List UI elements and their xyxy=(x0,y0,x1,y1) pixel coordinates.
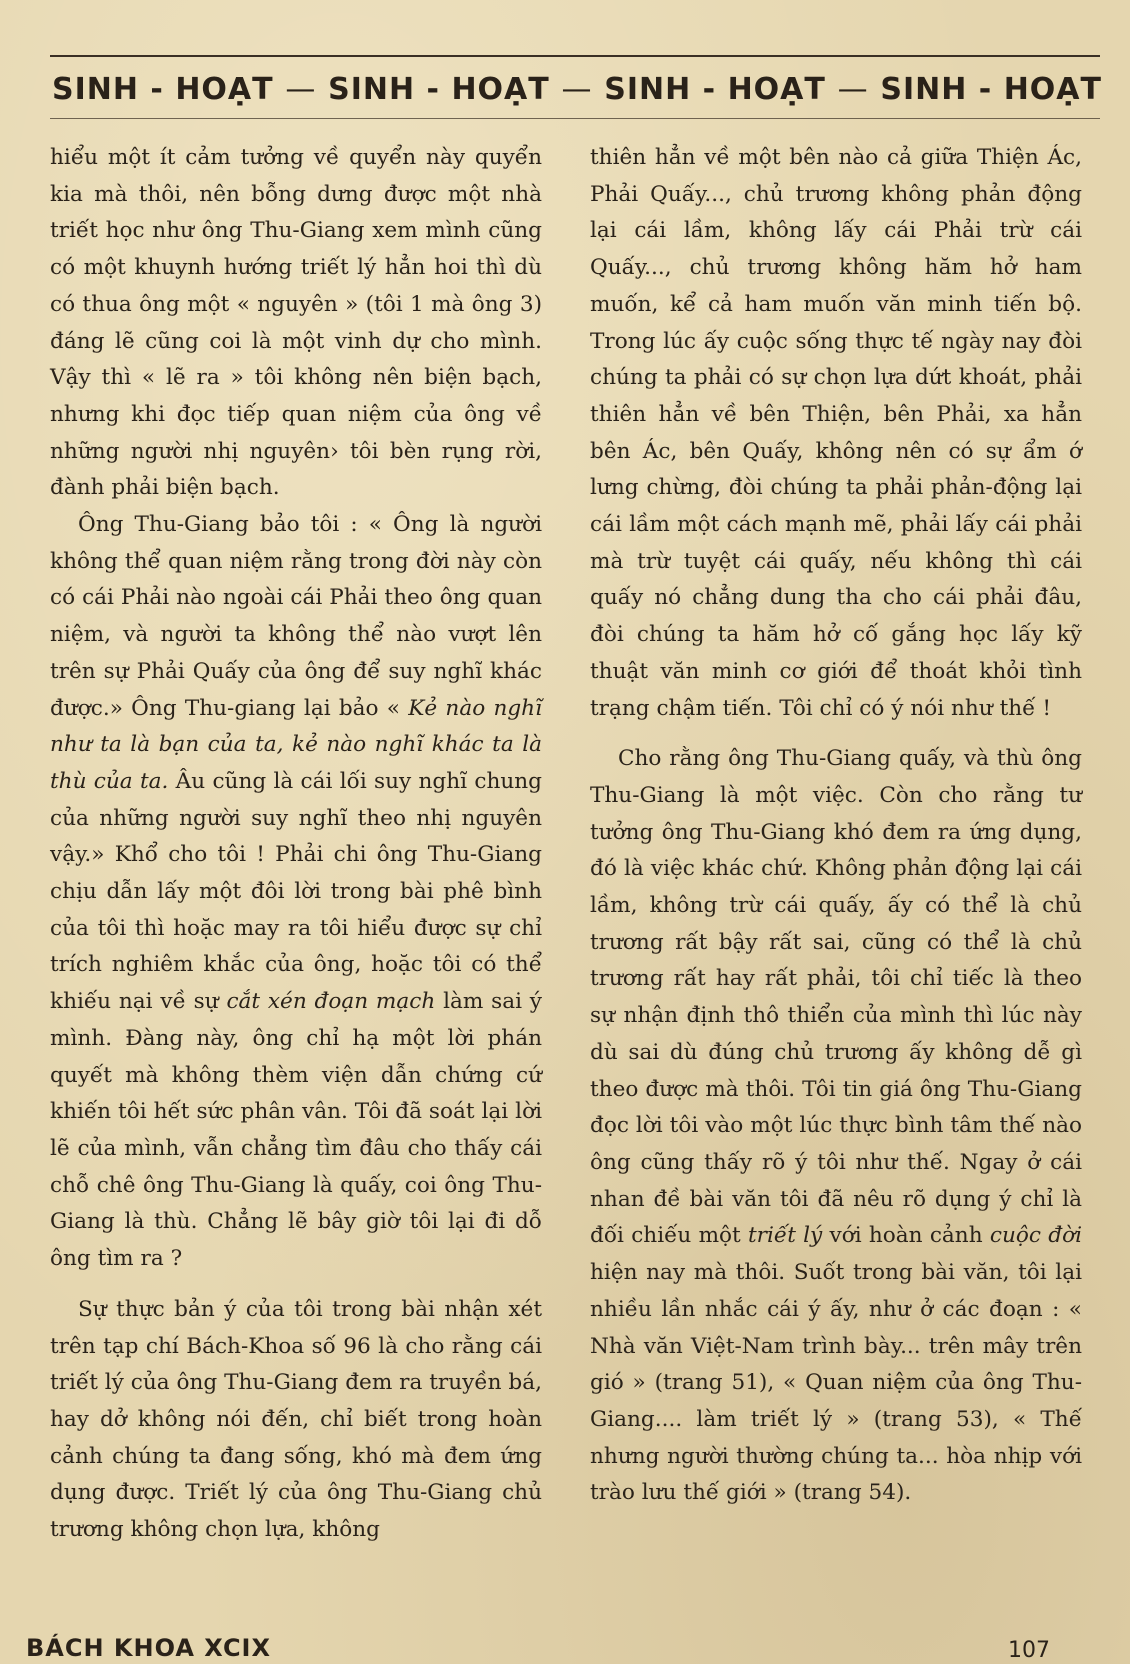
header-title-2: SINH - HOẠT xyxy=(328,71,550,107)
right-column xyxy=(590,140,1082,1512)
left-column xyxy=(50,140,542,1549)
left-paragraph-1: hiểu một ít cảm tưởng về quyển này quyển kia mà thôi, nên bỗng dưng được một nhà triết học như ông Thu-Giang xem mình cũng có một khuynh hướng triết lý hẳn hoi thì dù có thua ông một « nguyên » (tôi 1 mà ông 3) đáng lẽ cũng coi là một vinh dự cho mình. Vậy thì « lẽ ra » tôi không nên biện bạch, nhưng khi đọc tiếp quan niệm của ông về những người nhị nguyên› tôi bèn rụng rời, đành phải biện bạch. xyxy=(50,145,542,501)
right-p2-text-b: với hoàn cảnh xyxy=(822,1223,990,1249)
running-header xyxy=(52,66,1102,112)
right-p2-italic-1: triết lý xyxy=(748,1223,823,1249)
right-paragraph-2 xyxy=(590,741,1082,1512)
left-p2-text-a: Ông Thu-Giang bảo tôi : « Ông là người không thể quan niệm rằng trong đời này còn có cái Phải nào ngoài cái Phải theo ông quan niệm, và người ta không thể nào vượt lên trên sự Phải Quấy của ông để suy nghĩ khác được.» Ông Thu-giang lại bảo « xyxy=(50,512,542,721)
right-p2-text-c: hiện nay mà thôi. Suốt trong bài văn, tôi lại nhiều lần nhắc cái ý ấy, như ở các đoạn : « Nhà văn Việt-Nam trình bày... trên mây trên gió » (trang 51), « Quan niệm của ông Thu-Giang.... làm triết lý » (trang 53), « Thế nhưng người thường chúng ta... hòa nhịp với trào lưu thế giới » (trang 54). xyxy=(590,1260,1082,1506)
header-dash-2: — xyxy=(561,71,593,107)
left-p2-text-b: Âu cũng là cái lối suy nghĩ chung của những người suy nghĩ theo nhị nguyên vậy.» Khổ cho tôi ! Phải chi ông Thu-Giang chịu dẫn lấy một đôi lời trong bài phê bình của tôi thì hoặc may ra tôi hiểu được sự chỉ trích nghiêm khắc của ông, hoặc tôi có thể khiếu nại về sự xyxy=(50,768,542,1015)
right-p2-text-a: Cho rằng ông Thu-Giang quấy, và thù ông Thu-Giang là một việc. Còn cho rằng tư tưởng ông Thu-Giang khó đem ra ứng dụng, đó là việc khác chứ. Không phản động lại cái lầm, không trừ cái quấy, ấy có thể là chủ trương rất bậy rất sai, cũng có thể là chủ trương rất hay rất phải, tôi chỉ tiếc là theo sự nhận định thô thiển của mình thì lúc này dù sai dù đúng chủ trương ấy không dễ gì theo được mà thôi. Tôi tin giá ông Thu-Giang đọc lời tôi vào một lúc thực bình tâm thế nào ông cũng thấy rõ ý tôi như thế. Ngay ở cái nhan đề bài văn tôi đã nêu rõ dụng ý chỉ là đối chiếu một xyxy=(590,746,1082,1249)
header-title-4: SINH - HOẠT xyxy=(880,71,1102,107)
header-dash-3: — xyxy=(837,71,869,107)
right-paragraph-1: thiên hẳn về một bên nào cả giữa Thiện Ác, Phải Quấy..., chủ trương không phản động lại cái lầm, không lấy cái Phải trừ cái Quấy..., chủ trương không hăm hở ham muốn, kể cả ham muốn văn minh tiến bộ. Trong lúc ấy cuộc sống thực tế ngày nay đòi chúng ta phải có sự chọn lựa dứt khoát, phải thiên hẳn về bên Thiện, bên Phải, xa hẳn bên Ác, bên Quấy, không nên có sự ẩm ớ lưng chừng, đòi chúng ta phải phản-động lại cái lầm một cách mạnh mẽ, phải lấy cái phải mà trừ tuyệt cái quấy, nếu không thì cái quấy nó chẳng dung tha cho cái phải đâu, đòi chúng ta hăm hở cố gắng học lấy kỹ thuật văn minh cơ giới để thoát khỏi tình trạng chậm tiến. Tôi chỉ có ý nói như thế ! xyxy=(590,145,1082,721)
left-paragraph-3: Sự thực bản ý của tôi trong bài nhận xét trên tạp chí Bách-Khoa số 96 là cho rằng cái triết lý của ông Thu-Giang đem ra truyền bá, hay dở không nói đến, chỉ biết trong hoàn cảnh chúng ta đang sống, khó mà đem ứng dụng được. Triết lý của ông Thu-Giang chủ trương không chọn lựa, không xyxy=(50,1296,542,1543)
left-p2-italic-quote: Kẻ nào nghĩ như ta là bạn của ta, kẻ nào nghĩ khác ta là thù của ta. xyxy=(50,695,542,794)
left-p2-text-c: làm sai ý mình. Đàng này, ông chỉ hạ một lời phán quyết mà không thèm viện dẫn chứng cứ khiến tôi hết sức phân vân. Tôi đã soát lại lời lẽ của mình, vẫn chẳng tìm đâu cho thấy cái chỗ chê ông Thu-Giang là quấy, coi ông Thu-Giang là thù. Chẳng lẽ bây giờ tôi lại đi dỗ ông tìm ra ? xyxy=(50,989,542,1272)
left-p2-italic-phrase: cắt xén đoạn mạch xyxy=(226,989,436,1015)
footer-magazine-title: BÁCH KHOA XCIX xyxy=(26,1634,271,1662)
header-title-3: SINH - HOẠT xyxy=(604,71,826,107)
header-title-1: SINH - HOẠT xyxy=(52,71,274,107)
right-p2-italic-2: cuộc đời xyxy=(989,1223,1082,1249)
header-underline xyxy=(50,118,1100,119)
left-paragraph-2 xyxy=(50,507,542,1278)
top-rule xyxy=(50,55,1100,57)
footer-page-number: 107 xyxy=(1008,1638,1050,1663)
header-dash-1: — xyxy=(285,71,317,107)
